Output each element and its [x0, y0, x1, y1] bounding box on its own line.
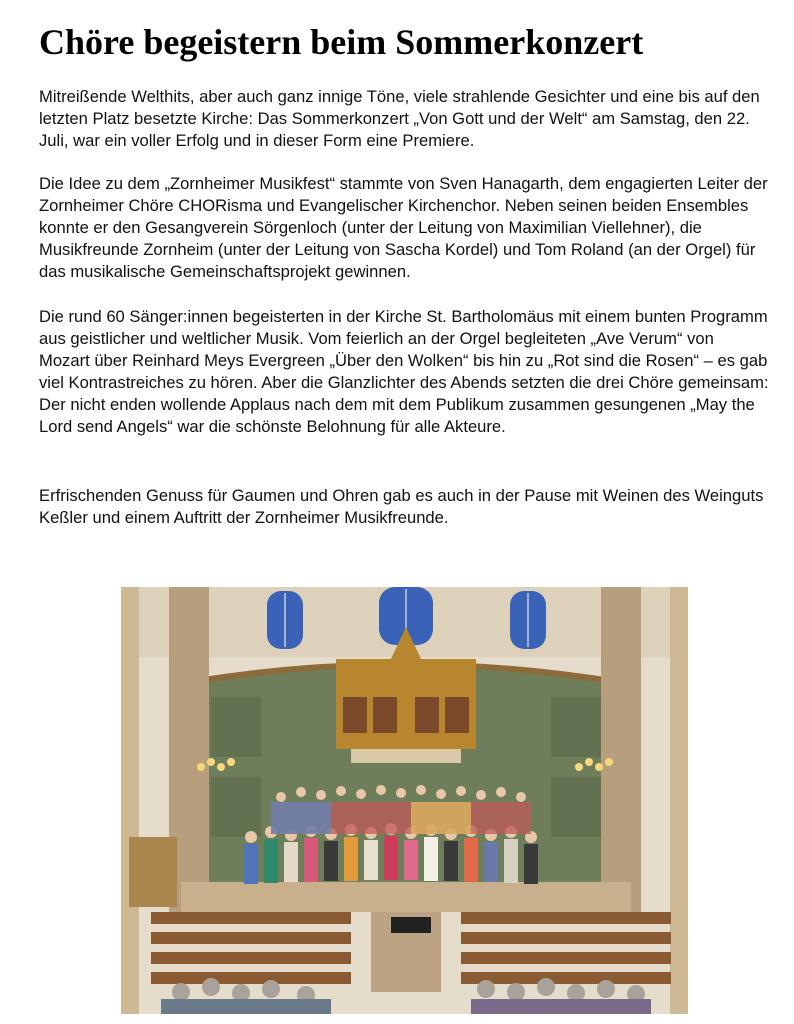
church-choir-illustration	[121, 587, 688, 1014]
article-paragraph-break: Erfrischenden Genuss für Gaumen und Ohren gab es auch in der Pause mit Weinen des Weinguts Keßler und einem Auftritt der Zornheimer Musikfreunde.	[39, 486, 764, 527]
article-paragraph-program: Die rund 60 Sänger:innen begeisterten in der Kirche St. Bartholomäus mit einem bunten Programm aus geistlicher und weltlicher Musik. Vom feierlich an der Orgel begleiteten „Ave Verum“ von Mozart über Reinhard Meys Evergreen „Über den Wolken“ bis hin zu „Rot sind die Rosen“ – es gab viel Kontrastreiches zu hören. Aber die Glanzlichter des Abends setzten die drei Chöre gemeinsam: Der nicht enden wollende Applaus nach dem mit dem Publikum zusammen gesungenen „May the Lord send Angels“ war die schönste Belohnung für alle Akteure.	[39, 307, 769, 436]
article-paragraph-intro: Mitreißende Welthits, aber auch ganz innige Töne, viele strahlende Gesichter und eine bis auf den letzten Platz besetzte Kirche: Das Sommerkonzert „Von Gott und der Welt“ am Samstag, den 22. Juli, war ein voller Erfolg und in dieser Form eine Premiere.	[39, 87, 760, 150]
article-title: Chöre begeistern beim Sommerkonzert	[39, 22, 644, 62]
pulpit	[129, 837, 177, 907]
article-paragraph-idea: Die Idee zu dem „Zornheimer Musikfest“ stammte von Sven Hanagarth, dem engagierten Leiter der Zornheimer Chöre CHORisma und Evangelischer Kirchenchor. Neben seinen beiden Ensembles konnte er den Gesangverein Sörgenloch (unter der Leitung von Maximilian Viellehner), die Musikfreunde Zornheim (unter der Leitung von Sascha Kordel) und Tom Roland (an der Orgel) für das musikalische Gemeinschaftsprojekt gewinnen.	[39, 174, 768, 281]
pews	[151, 912, 671, 992]
choir-platform	[181, 882, 631, 912]
concert-photo	[121, 587, 688, 1014]
